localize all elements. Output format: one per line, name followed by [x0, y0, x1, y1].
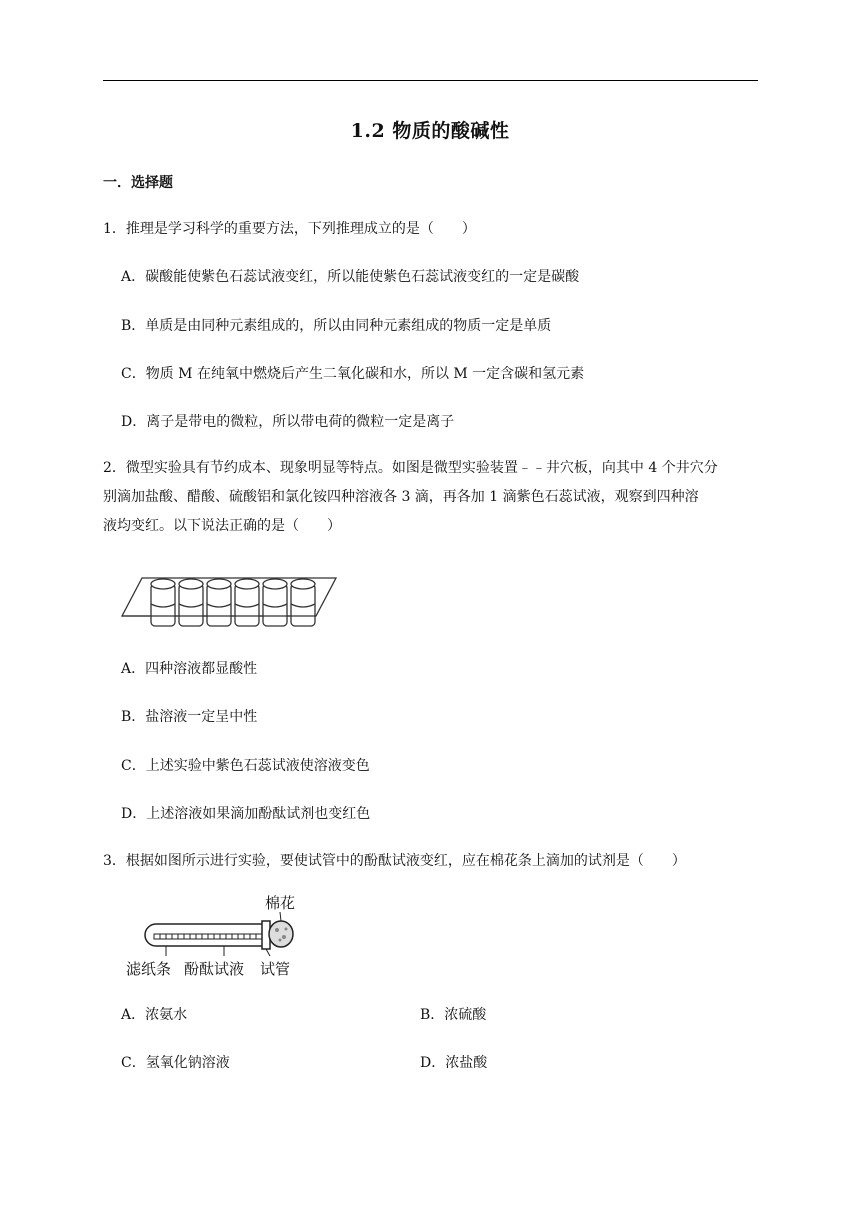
phenolphthalein-label: 酚酞试液 [184, 960, 245, 978]
question-2-option-c[interactable]: C．上述实验中紫色石蕊试液使溶液变色 [121, 758, 370, 774]
question-1-option-a[interactable]: A．碳酸能使紫色石蕊试液变红，所以能使紫色石蕊试液变红的一定是碳酸 [121, 269, 580, 285]
question-2-stem-line: 2．微型实验具有节约成本、现象明显等特点。如图是微型实验装置﹣﹣井穴板，向其中 4 个井穴分 [103, 460, 718, 476]
question-3-option-c[interactable]: C．氢氧化钠溶液 [121, 1055, 230, 1071]
filter-paper-label: 滤纸条 [126, 960, 172, 978]
question-2-stem-line: 别滴加盐酸、醋酸、硫酸铝和氯化铵四种溶液各 3 滴，再各加 1 滴紫色石蕊试液，观察到四种溶 [103, 489, 699, 505]
page-title: 1.2 物质的酸碱性 [350, 120, 510, 142]
question-1-option-b[interactable]: B．单质是由同种元素组成的，所以由同种元素组成的物质一定是单质 [121, 318, 552, 334]
test-tube-figure [124, 890, 304, 982]
question-2-option-d[interactable]: D．上述溶液如果滴加酚酞试剂也变红色 [121, 806, 371, 822]
well-plate-figure [118, 574, 343, 634]
question-2-option-b[interactable]: B．盐溶液一定呈中性 [121, 709, 258, 725]
question-1-option-d[interactable]: D．离子是带电的微粒，所以带电荷的微粒一定是离子 [121, 414, 455, 430]
question-3-option-b[interactable]: B．浓硫酸 [420, 1007, 487, 1023]
question-2-stem-line: 液均变红。以下说法正确的是（ ） [103, 518, 341, 534]
header-rule [103, 80, 758, 81]
question-1-stem: 1．推理是学习科学的重要方法，下列推理成立的是（ ） [103, 221, 476, 237]
cotton-label: 棉花 [265, 894, 296, 912]
question-3-option-a[interactable]: A．浓氨水 [121, 1007, 188, 1023]
test-tube-label: 试管 [260, 960, 291, 978]
question-3-option-d[interactable]: D．浓盐酸 [420, 1055, 488, 1071]
section-heading: 一．选择题 [103, 175, 173, 191]
question-3-stem: 3．根据如图所示进行实验，要使试管中的酚酞试液变红，应在棉花条上滴加的试剂是（ ） [103, 853, 686, 869]
question-2-option-a[interactable]: A．四种溶液都显酸性 [121, 661, 258, 677]
question-1-option-c[interactable]: C．物质 M 在纯氧中燃烧后产生二氧化碳和水，所以 M 一定含碳和氢元素 [121, 366, 585, 382]
question-2-stem [103, 454, 763, 541]
